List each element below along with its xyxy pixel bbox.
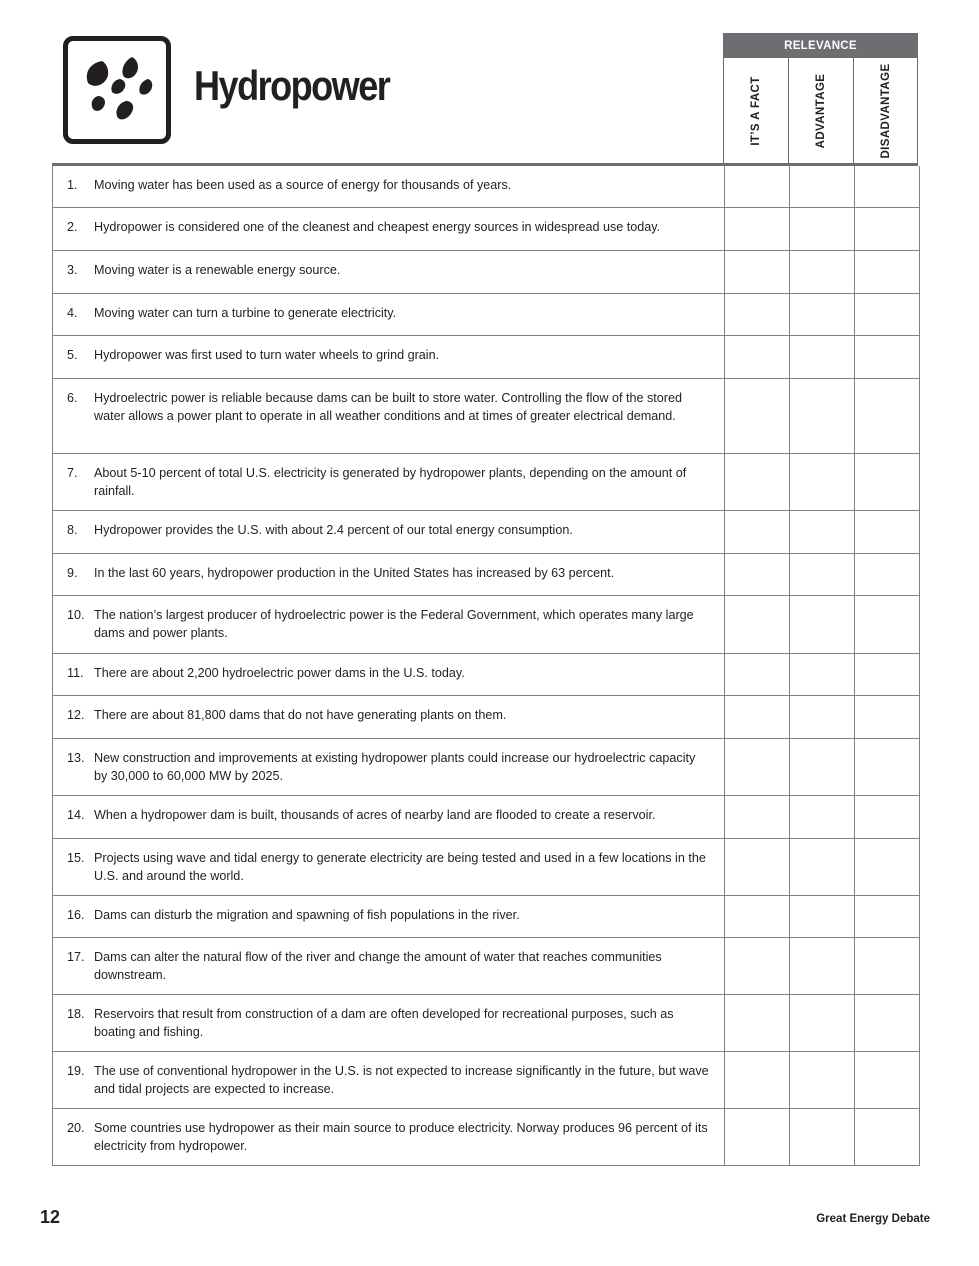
- table-row: [53, 938, 919, 995]
- checkbox-cell-advantage[interactable]: [789, 336, 854, 378]
- statement-cell: [53, 251, 724, 293]
- statement-text: When a hydropower dam is built, thousands of acres of nearby land are flooded to create a reservoir.: [94, 808, 656, 822]
- checkbox-cell-fact[interactable]: [724, 938, 789, 994]
- statement-cell: [53, 896, 724, 937]
- column-header-label: ADVANTAGE: [815, 73, 827, 149]
- checkbox-cell-advantage[interactable]: [789, 1052, 854, 1108]
- statement-number: 9.: [67, 566, 78, 580]
- checkbox-cell-advantage[interactable]: [789, 696, 854, 738]
- checkbox-cell-fact[interactable]: [724, 896, 789, 937]
- checkbox-cell-advantage[interactable]: [789, 839, 854, 895]
- checkbox-cell-advantage[interactable]: [789, 554, 854, 595]
- checkbox-cell-advantage[interactable]: [789, 379, 854, 453]
- statement-cell: [53, 336, 724, 378]
- checkbox-cell-advantage[interactable]: [789, 511, 854, 553]
- table-row: [53, 654, 919, 696]
- checkbox-cell-fact[interactable]: [724, 554, 789, 595]
- table-row: [53, 166, 919, 208]
- checkbox-cell-fact[interactable]: [724, 739, 789, 795]
- checkbox-cell-advantage[interactable]: [789, 251, 854, 293]
- checkbox-cell-advantage[interactable]: [789, 166, 854, 207]
- column-header-label: DISADVANTAGE: [879, 63, 892, 159]
- checkbox-cell-disadvantage[interactable]: [854, 208, 919, 250]
- statement-number: 19.: [67, 1064, 85, 1078]
- checkbox-cell-disadvantage[interactable]: [854, 995, 919, 1051]
- statement-text: Hydroelectric power is reliable because dams can be built to store water. Controlling the flow of the stored water allows a power plant to operate in all weather conditions and at times of greater electrical demand.: [94, 391, 683, 423]
- checkbox-cell-advantage[interactable]: [789, 454, 854, 510]
- statement-text: Moving water can turn a turbine to generate electricity.: [94, 306, 397, 320]
- publication-title: Great Energy Debate: [816, 1213, 930, 1225]
- table-row: [53, 739, 919, 796]
- table-row: [53, 511, 919, 554]
- checkbox-cell-fact[interactable]: [724, 696, 789, 738]
- table-row: [53, 696, 919, 739]
- statement-text: Hydropower was first used to turn water wheels to grind grain.: [94, 348, 440, 362]
- checkbox-cell-disadvantage[interactable]: [854, 511, 919, 553]
- statement-number: 15.: [67, 851, 85, 865]
- checkbox-cell-disadvantage[interactable]: [854, 554, 919, 595]
- statement-number: 16.: [67, 908, 85, 922]
- statement-cell: [53, 208, 724, 250]
- statement-text: Moving water has been used as a source of energy for thousands of years.: [94, 178, 512, 192]
- water-drops-icon: [68, 41, 166, 139]
- checkbox-cell-advantage[interactable]: [789, 596, 854, 653]
- statement-cell: [53, 654, 724, 695]
- statement-cell: [53, 511, 724, 553]
- statement-cell: [53, 839, 724, 895]
- statement-cell: [53, 796, 724, 838]
- statement-text: Projects using wave and tidal energy to generate electricity are being tested and used in a few locations in the U.S. and around the world.: [94, 851, 706, 883]
- statement-text: The nation’s largest producer of hydroelectric power is the Federal Government, which operates many large dams and power plants.: [94, 608, 694, 640]
- statement-text: There are about 2,200 hydroelectric power dams in the U.S. today.: [94, 666, 465, 680]
- statement-number: 18.: [67, 1007, 85, 1021]
- checkbox-cell-disadvantage[interactable]: [854, 166, 919, 207]
- checkbox-cell-advantage[interactable]: [789, 896, 854, 937]
- statement-cell: [53, 294, 724, 335]
- table-row: [53, 596, 919, 654]
- checkbox-cell-fact[interactable]: [724, 995, 789, 1051]
- page-number: 12: [40, 1207, 61, 1227]
- hydropower-logo: [63, 36, 171, 144]
- checkbox-cell-fact[interactable]: [724, 251, 789, 293]
- checkbox-cell-fact[interactable]: [724, 1109, 789, 1165]
- statement-cell: [53, 596, 724, 653]
- statement-text: Some countries use hydropower as their main source to produce electricity. Norway produces 96 percent of its electricity from hydropower.: [94, 1121, 708, 1153]
- statement-number: 5.: [67, 348, 78, 362]
- table-row: [53, 208, 919, 251]
- checkbox-cell-disadvantage[interactable]: [854, 251, 919, 293]
- statement-cell: [53, 454, 724, 510]
- statement-number: 13.: [67, 751, 85, 765]
- statement-cell: [53, 554, 724, 595]
- checkbox-cell-advantage[interactable]: [789, 294, 854, 335]
- checkbox-cell-disadvantage[interactable]: [854, 839, 919, 895]
- checkbox-cell-disadvantage[interactable]: [854, 796, 919, 838]
- statement-number: 20.: [67, 1121, 85, 1135]
- statement-number: 7.: [67, 466, 78, 480]
- table-row: [53, 294, 919, 336]
- checkbox-cell-disadvantage[interactable]: [854, 294, 919, 335]
- statement-number: 4.: [67, 306, 78, 320]
- statement-number: 2.: [67, 220, 78, 234]
- statement-text: Reservoirs that result from construction of a dam are often developed for recreational purposes, such as boating and fishing.: [94, 1007, 674, 1039]
- statement-number: 17.: [67, 950, 85, 964]
- table-row: [53, 839, 919, 896]
- checkbox-cell-disadvantage[interactable]: [854, 336, 919, 378]
- statement-cell: [53, 995, 724, 1051]
- checkbox-cell-fact[interactable]: [724, 654, 789, 695]
- statement-cell: [53, 739, 724, 795]
- statement-cell: [53, 166, 724, 207]
- checkbox-cell-advantage[interactable]: [789, 208, 854, 250]
- statement-text: About 5-10 percent of total U.S. electricity is generated by hydropower plants, depending on the amount of rainfall.: [94, 466, 687, 498]
- statement-text: Dams can disturb the migration and spawning of fish populations in the river.: [94, 908, 520, 922]
- statement-number: 6.: [67, 391, 78, 405]
- statement-text: The use of conventional hydropower in the U.S. is not expected to increase significantly in the future, but wave and tidal projects are expected to increase.: [94, 1064, 709, 1096]
- checkbox-cell-disadvantage[interactable]: [854, 739, 919, 795]
- table-row: [53, 336, 919, 379]
- table-row: [53, 796, 919, 839]
- checkbox-cell-fact[interactable]: [724, 596, 789, 653]
- column-header-label: IT’S A FACT: [750, 76, 762, 146]
- statement-text: There are about 81,800 dams that do not have generating plants on them.: [94, 708, 507, 722]
- statement-cell: [53, 379, 724, 453]
- checkbox-cell-fact[interactable]: [724, 208, 789, 250]
- checkbox-cell-fact[interactable]: [724, 454, 789, 510]
- statement-number: 11.: [67, 666, 84, 680]
- statement-text: In the last 60 years, hydropower production in the United States has increased by 63 percent.: [94, 566, 615, 580]
- checkbox-cell-advantage[interactable]: [789, 739, 854, 795]
- checkbox-cell-disadvantage[interactable]: [854, 654, 919, 695]
- table-row: [53, 251, 919, 294]
- statement-cell: [53, 696, 724, 738]
- checkbox-cell-disadvantage[interactable]: [854, 938, 919, 994]
- statement-cell: [53, 1109, 724, 1165]
- checkbox-cell-advantage[interactable]: [789, 938, 854, 994]
- statement-text: Hydropower is considered one of the cleanest and cheapest energy sources in widespread use today.: [94, 220, 661, 234]
- table-row: [53, 454, 919, 511]
- checkbox-cell-fact[interactable]: [724, 839, 789, 895]
- checkbox-cell-fact[interactable]: [724, 166, 789, 207]
- checkbox-cell-fact[interactable]: [724, 336, 789, 378]
- checkbox-cell-fact[interactable]: [724, 511, 789, 553]
- column-header-fact: [723, 58, 788, 164]
- checkbox-cell-disadvantage[interactable]: [854, 696, 919, 738]
- table-row: [53, 554, 919, 596]
- table-row: [53, 1109, 919, 1166]
- checkbox-cell-fact[interactable]: [724, 1052, 789, 1108]
- checkbox-cell-disadvantage[interactable]: [854, 379, 919, 453]
- checkbox-cell-disadvantage[interactable]: [854, 1052, 919, 1108]
- checkbox-cell-disadvantage[interactable]: [854, 454, 919, 510]
- checkbox-cell-advantage[interactable]: [789, 796, 854, 838]
- checkbox-cell-fact[interactable]: [724, 796, 789, 838]
- statement-text: Dams can alter the natural flow of the river and change the amount of water that reaches communities downstream.: [94, 950, 662, 982]
- checkbox-cell-advantage[interactable]: [789, 995, 854, 1051]
- statement-cell: [53, 1052, 724, 1108]
- checkbox-cell-advantage[interactable]: [789, 1109, 854, 1165]
- statement-number: 8.: [67, 523, 78, 537]
- table-row: [53, 379, 919, 454]
- checkbox-cell-advantage[interactable]: [789, 654, 854, 695]
- statement-text: New construction and improvements at existing hydropower plants could increase our hydroelectric capacity by 30,000 to 60,000 MW by 2025.: [94, 751, 696, 783]
- column-header-advantage: [788, 58, 853, 164]
- statement-number: 10.: [67, 608, 85, 622]
- table-row: [53, 896, 919, 938]
- checkbox-cell-disadvantage[interactable]: [854, 1109, 919, 1165]
- relevance-header: RELEVANCE: [723, 33, 918, 58]
- statement-table: [52, 166, 920, 1166]
- statement-cell: [53, 938, 724, 994]
- statement-number: 3.: [67, 263, 78, 277]
- column-header-disadvantage: [853, 58, 918, 164]
- checkbox-cell-fact[interactable]: [724, 294, 789, 335]
- checkbox-cell-disadvantage[interactable]: [854, 896, 919, 937]
- table-row: [53, 995, 919, 1052]
- page-title: Hydropower: [194, 62, 390, 109]
- checkbox-cell-fact[interactable]: [724, 379, 789, 453]
- table-row: [53, 1052, 919, 1109]
- statement-text: Moving water is a renewable energy source.: [94, 263, 341, 277]
- statement-text: Hydropower provides the U.S. with about 2.4 percent of our total energy consumption.: [94, 523, 573, 537]
- checkbox-cell-disadvantage[interactable]: [854, 596, 919, 653]
- statement-number: 1.: [67, 178, 78, 192]
- statement-number: 14.: [67, 808, 85, 822]
- statement-number: 12.: [67, 708, 85, 722]
